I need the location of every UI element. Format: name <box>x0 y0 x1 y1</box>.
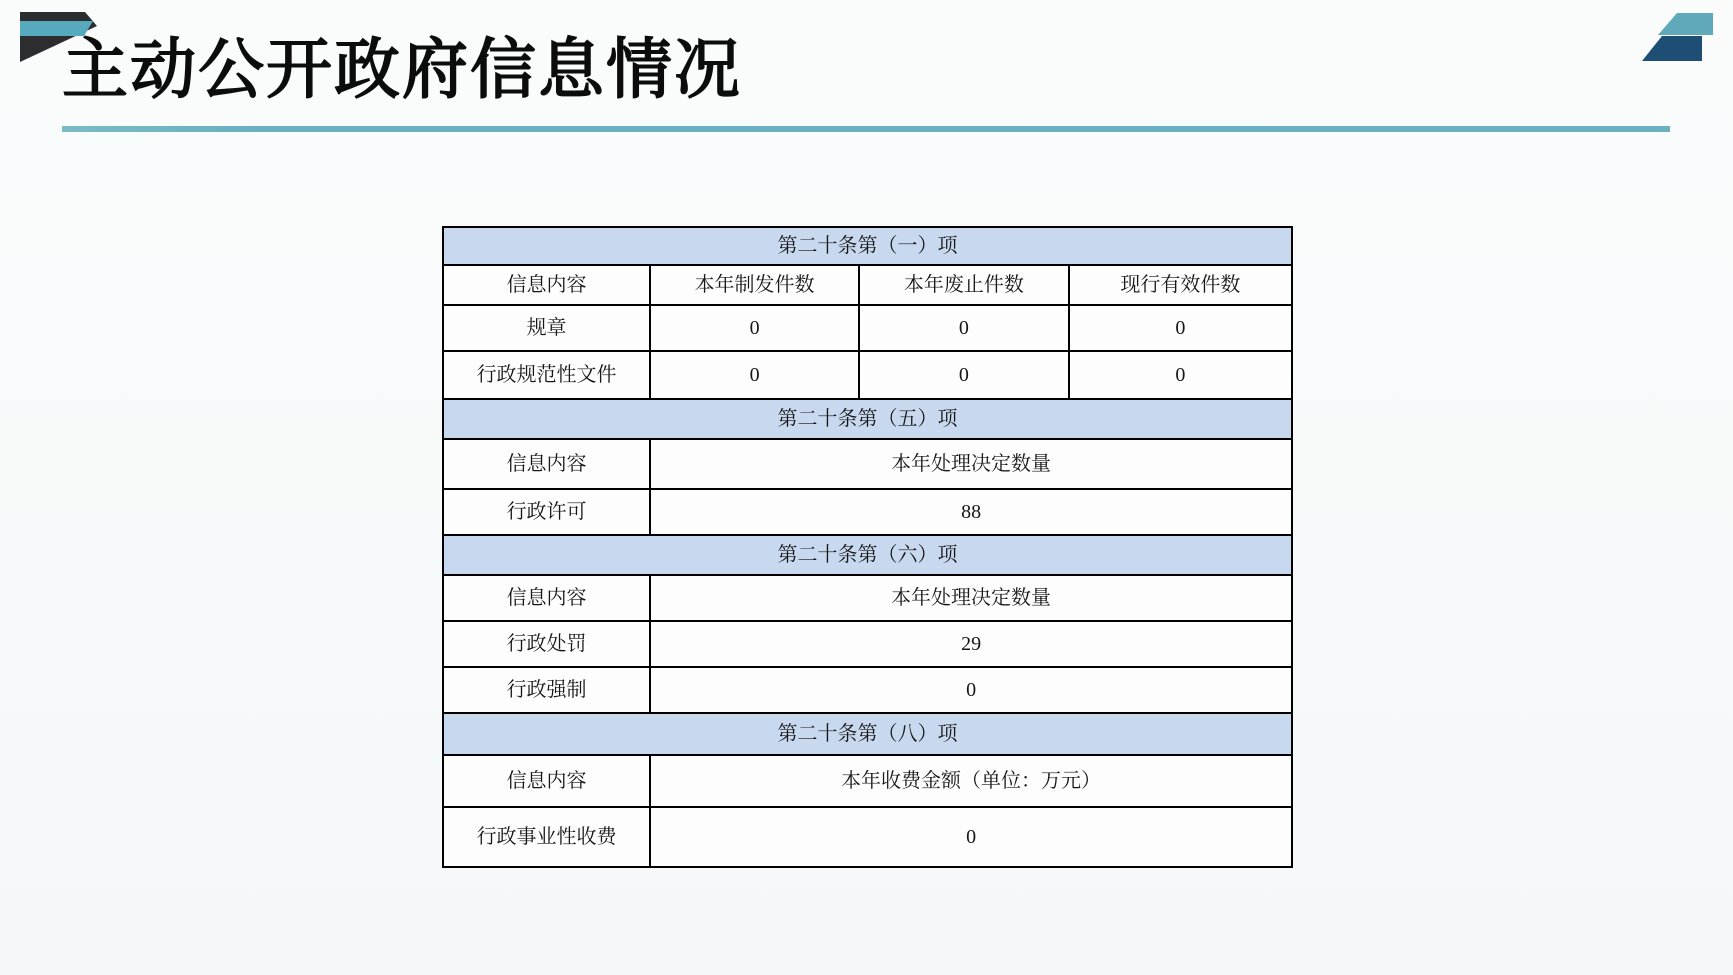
column-header-cell: 信息内容 <box>443 755 650 807</box>
table-row <box>443 807 1292 867</box>
corner-parallelograms-icon <box>1628 6 1733 68</box>
value-cell: 0 <box>650 351 859 399</box>
corner-dark-blue-shape <box>1642 36 1702 61</box>
value-cell: 29 <box>650 621 1292 667</box>
page-title: 主动公开政府信息情况 <box>62 32 742 106</box>
column-header-cell: 本年处理决定数量 <box>650 575 1292 621</box>
table-row <box>443 755 1292 807</box>
section-band: 第二十条第（五）项 <box>443 399 1292 439</box>
table-row <box>443 667 1292 713</box>
table-row <box>443 713 1292 755</box>
value-cell: 0 <box>650 305 859 351</box>
table-row <box>443 399 1292 439</box>
row-label-cell: 行政许可 <box>443 489 650 535</box>
value-cell: 88 <box>650 489 1292 535</box>
row-label-cell: 行政强制 <box>443 667 650 713</box>
value-cell: 0 <box>859 305 1069 351</box>
value-cell: 0 <box>650 807 1292 867</box>
table-row <box>443 575 1292 621</box>
section-band: 第二十条第（八）项 <box>443 713 1292 755</box>
column-header-cell: 信息内容 <box>443 575 650 621</box>
section-band: 第二十条第（六）项 <box>443 535 1292 575</box>
value-cell: 0 <box>1069 351 1292 399</box>
row-label-cell: 规章 <box>443 305 650 351</box>
disclosure-table <box>442 226 1293 868</box>
column-header-cell: 本年制发件数 <box>650 265 859 305</box>
table-row <box>443 489 1292 535</box>
table-row <box>443 621 1292 667</box>
column-header-cell: 信息内容 <box>443 439 650 489</box>
column-header-cell: 本年处理决定数量 <box>650 439 1292 489</box>
value-cell: 0 <box>859 351 1069 399</box>
value-cell: 0 <box>1069 305 1292 351</box>
table-row <box>443 265 1292 305</box>
table-row <box>443 227 1292 265</box>
table-row <box>443 305 1292 351</box>
table-row <box>443 351 1292 399</box>
column-header-cell: 本年废止件数 <box>859 265 1069 305</box>
table-row <box>443 535 1292 575</box>
value-cell: 0 <box>650 667 1292 713</box>
column-header-cell: 现行有效件数 <box>1069 265 1292 305</box>
row-label-cell: 行政处罚 <box>443 621 650 667</box>
table-row <box>443 439 1292 489</box>
column-header-cell: 本年收费金额（单位：万元） <box>650 755 1292 807</box>
corner-light-teal-shape <box>1658 13 1713 35</box>
row-label-cell: 行政规范性文件 <box>443 351 650 399</box>
row-label-cell: 行政事业性收费 <box>443 807 650 867</box>
title-divider <box>62 126 1670 132</box>
column-header-cell: 信息内容 <box>443 265 650 305</box>
section-band: 第二十条第（一）项 <box>443 227 1292 265</box>
